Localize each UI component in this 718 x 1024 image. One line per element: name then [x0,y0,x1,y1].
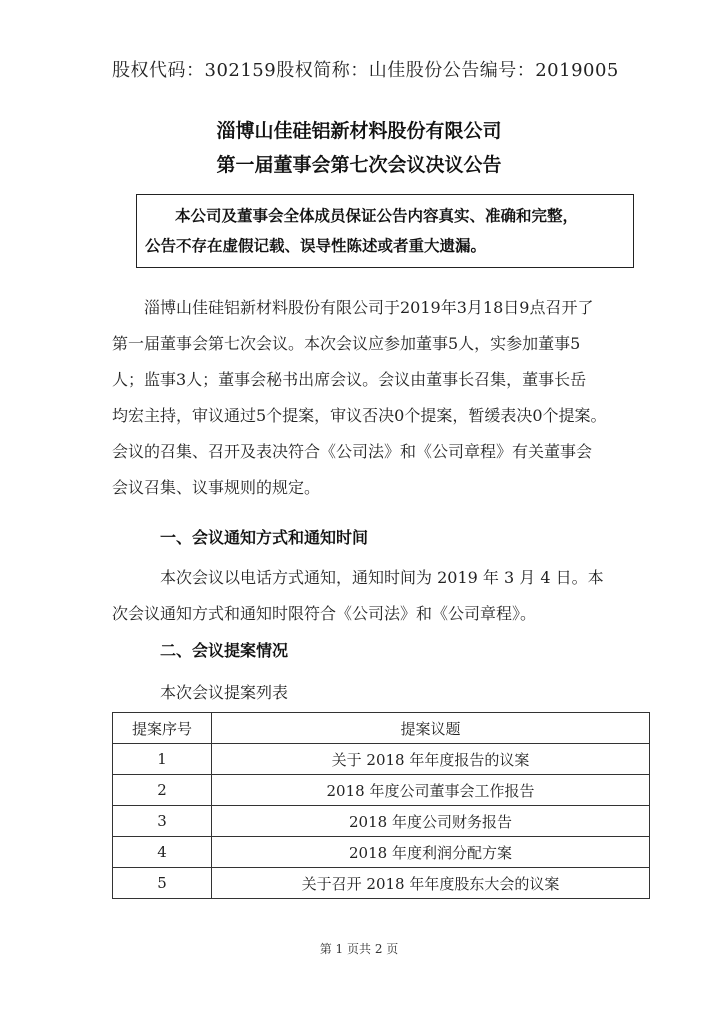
notice-line: 本次会议以电话方式通知，通知时间为 2019 年 3 月 4 日。本 [160,568,604,587]
proposal-table [112,712,650,899]
proposal-number: 1 [113,744,212,775]
table-row [113,868,650,899]
column-header: 提案序号 [113,713,212,744]
intro-line: 淄博山佳硅铝新材料股份有限公司于2019年3月18日9点召开了 [144,298,594,317]
table-row [113,806,650,837]
proposal-topic: 2018 年度公司财务报告 [212,806,650,837]
proposal-topic: 2018 年度公司董事会工作报告 [212,775,650,806]
intro-line: 人；监事3人；董事会秘书出席会议。会议由董事长召集，董事长岳 [112,370,587,389]
table-row [113,744,650,775]
column-header: 提案议题 [212,713,650,744]
section-heading-notice: 一、会议通知方式和通知时间 [160,528,369,547]
proposal-number: 3 [113,806,212,837]
proposal-number: 4 [113,837,212,868]
intro-line: 会议召集、议事规则的规定。 [112,478,321,497]
proposal-topic: 关于召开 2018 年年度股东大会的议案 [212,868,650,899]
proposal-topic: 关于 2018 年年度报告的议案 [212,744,650,775]
announcement-header: 股权代码：302159股权简称：山佳股份公告编号：2019005 [112,60,619,81]
notice-line: 次会议通知方式和通知时限符合《公司法》和《公司章程》。 [112,604,537,623]
announcement-title: 第一届董事会第七次会议决议公告 [216,154,502,176]
proposal-number: 5 [113,868,212,899]
notice-paragraph [112,560,642,632]
proposal-number: 2 [113,775,212,806]
table-row [113,837,650,868]
intro-line: 会议的召集、召开及表决符合《公司法》和《公司章程》有关董事会 [112,442,593,461]
table-caption: 本次会议提案列表 [160,683,289,702]
page-number: 第 1 页共 2 页 [319,942,399,956]
section-heading-proposals: 二、会议提案情况 [160,641,289,660]
intro-paragraph [112,290,642,506]
table-header-row [113,713,650,744]
company-name-title: 淄博山佳硅铝新材料股份有限公司 [216,120,502,142]
disclaimer-line-2: 公告不存在虚假记载、误导性陈述或者重大遗漏。 [145,237,487,255]
intro-line: 第一届董事会第七次会议。本次会议应参加董事5人，实参加董事5 [112,334,581,353]
intro-line: 均宏主持，审议通过5个提案，审议否决0个提案，暂缓表决0个提案。 [112,406,607,425]
disclaimer-line-1: 本公司及董事会全体成员保证公告内容真实、准确和完整， [175,207,579,225]
disclaimer-box [136,194,634,268]
table-row [113,775,650,806]
proposal-topic: 2018 年度利润分配方案 [212,837,650,868]
